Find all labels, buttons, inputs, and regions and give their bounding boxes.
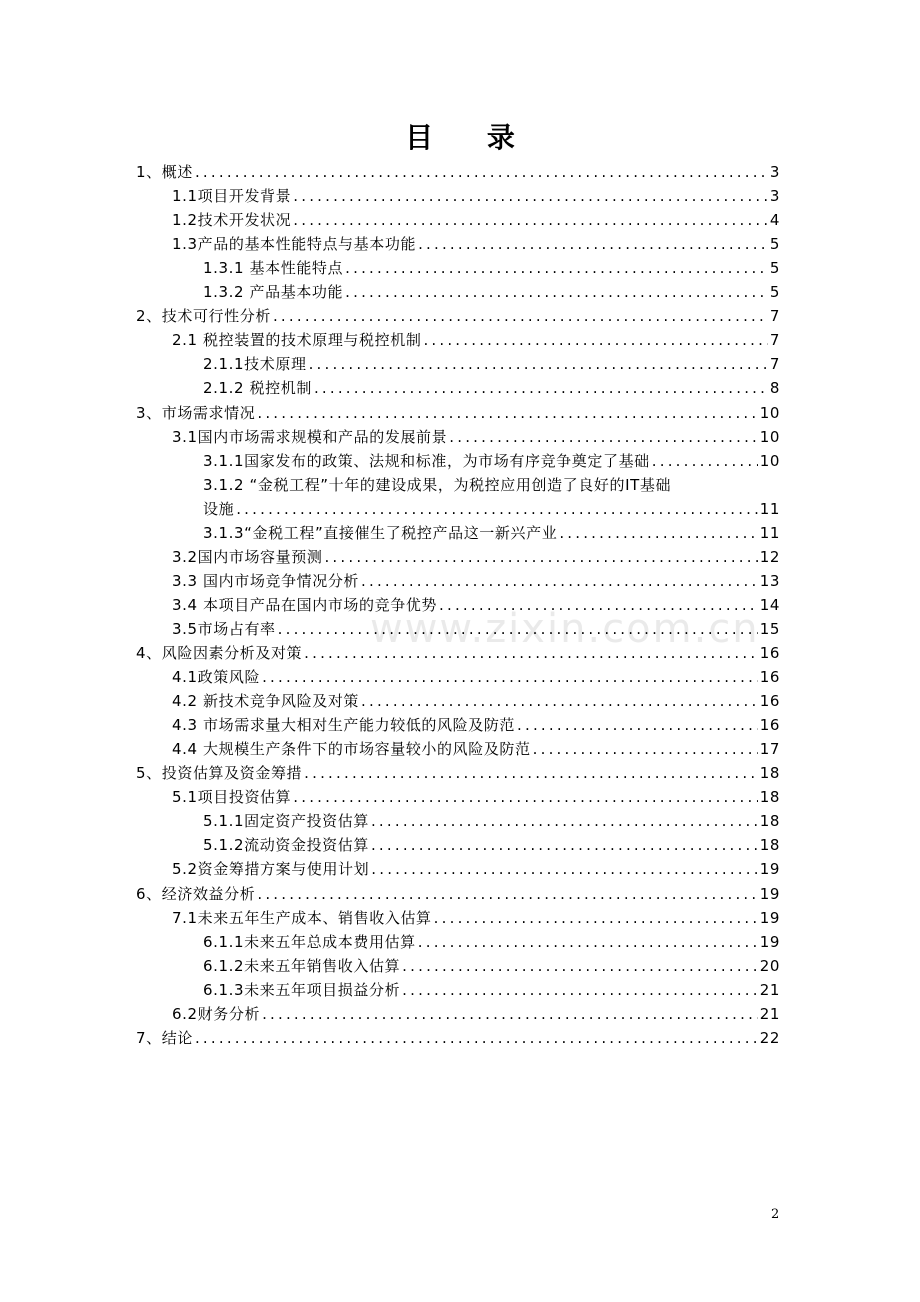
dot-leader [517,713,758,737]
toc-entry-text: 3.1.3“金税工程”直接催生了税控产品这一新兴产业 [203,523,558,542]
dot-leader [257,401,757,425]
toc-entry-page: 7 [769,331,780,350]
toc-entry-page: 18 [759,812,780,831]
toc-entry-page: 19 [759,908,780,927]
toc-entry[interactable] [172,425,780,449]
dot-leader [361,689,758,713]
toc-entry[interactable] [172,857,780,881]
toc-entry-page: 19 [759,860,780,879]
toc-entry-page: 13 [759,571,780,590]
toc-entry-text: 6、经济效益分析 [136,884,256,903]
dot-leader [449,425,757,449]
toc-entry[interactable] [172,906,780,930]
toc-entry-text: 3.2国内市场容量预测 [172,547,323,566]
page-number: 2 [771,1207,780,1222]
toc-entry[interactable] [203,256,780,280]
toc-entry-page: 15 [759,619,780,638]
toc-entry[interactable] [203,473,780,497]
toc-entry[interactable] [172,545,780,569]
toc-entry[interactable] [203,280,780,304]
dot-leader [262,665,758,689]
dot-leader [324,545,757,569]
toc-entry-text: 3.4 本项目产品在国内市场的竞争优势 [172,595,438,614]
toc-entry-page: 14 [759,595,780,614]
toc-entry[interactable] [203,449,780,473]
toc-entry[interactable] [136,401,780,425]
toc-entry-page: 7 [769,307,780,326]
toc-entry-page: 18 [759,764,780,783]
toc-entry-page: 18 [759,788,780,807]
toc-entry[interactable] [203,809,780,833]
toc-entry-text: 6.1.2未来五年销售收入估算 [203,956,401,975]
toc-entry[interactable] [172,232,780,256]
toc-entry-text: 4.4 大规模生产条件下的市场容量较小的风险及防范 [172,740,531,759]
toc-entry[interactable] [136,160,780,184]
toc-entry[interactable] [172,737,780,761]
toc-title: 目 录 [405,121,537,154]
toc-entry[interactable] [136,761,780,785]
toc-entry-text: 7.1未来五年生产成本、销售收入估算 [172,908,432,927]
dot-leader [293,785,757,809]
dot-leader [236,497,758,521]
toc-entry-text: 3.1国内市场需求规模和产品的发展前景 [172,427,448,446]
toc-entry-continuation[interactable] [203,497,780,521]
toc-entry[interactable] [136,304,780,328]
toc-entry-page: 12 [759,547,780,566]
toc-entry-page: 21 [759,980,780,999]
toc-entry-page: 21 [759,1004,780,1023]
dot-leader [257,882,757,906]
toc-entry-text: 4.1政策风险 [172,668,261,687]
toc-entry-text: 2、技术可行性分析 [136,307,271,326]
toc-entry-text: 1、概述 [136,163,193,181]
toc-entry-text: 3.1.1国家发布的政策、法规和标准，为市场有序竞争奠定了基础 [203,451,650,470]
toc-entry-page: 11 [759,523,780,542]
toc-entry-text: 3、市场需求情况 [136,403,256,422]
toc-entry-page: 19 [759,932,780,951]
toc-entry-text: 2.1.1技术原理 [203,355,307,374]
toc-entry[interactable] [172,665,780,689]
toc-entry-page: 7 [769,355,780,374]
toc-entry-page: 4 [769,211,780,230]
toc-entry-page: 16 [759,644,780,662]
toc-entry[interactable] [203,833,780,857]
toc-entry-page: 3 [769,163,780,181]
toc-entry-text: 4.2 新技术竞争风险及对策 [172,692,360,711]
toc-entry-text: 1.2技术开发状况 [172,211,292,230]
toc-entry[interactable] [172,208,780,232]
toc-entry-text: 6.1.1未来五年总成本费用估算 [203,932,416,951]
toc-entry[interactable] [172,328,780,352]
dot-leader [345,256,768,280]
toc-entry[interactable] [203,954,780,978]
toc-entry[interactable] [203,521,780,545]
dot-leader [418,930,758,954]
toc-entry-text: 3.5市场占有率 [172,619,276,638]
toc-entry-page: 11 [759,499,780,518]
toc-entry-page: 8 [769,379,780,398]
toc-entry[interactable] [136,641,780,665]
dot-leader [371,833,758,857]
toc-entry-page: 16 [759,692,780,711]
dot-leader [304,761,758,785]
dot-leader [402,954,758,978]
dot-leader [304,641,758,665]
toc-entry-page: 5 [769,235,780,254]
dot-leader [371,809,758,833]
dot-leader [434,906,758,930]
dot-leader [418,232,768,256]
toc-entry-page: 16 [759,716,780,735]
toc-entry[interactable] [172,617,780,641]
toc-entry[interactable] [172,713,780,737]
dot-leader [439,593,758,617]
toc-entry-text: 5、投资估算及资金筹措 [136,764,303,783]
dot-leader [195,1026,758,1050]
dot-leader [314,376,768,400]
toc-entry-text: 7、结论 [136,1028,193,1047]
toc-entry-text: 4、风险因素分析及对策 [136,644,303,662]
toc-entry-text: 5.2资金筹措方案与使用计划 [172,860,370,879]
toc-entry-text: 1.3产品的基本性能特点与基本功能 [172,235,417,254]
dot-leader [195,160,768,184]
toc-entry-page: 5 [769,283,780,302]
toc-entry-page: 19 [759,884,780,903]
dot-leader [293,184,768,208]
watermark: www.zixin.com.cn [370,606,760,652]
toc-entry[interactable] [203,352,780,376]
toc-entry[interactable] [172,689,780,713]
dot-leader [345,280,768,304]
toc-entry[interactable] [172,593,780,617]
dot-leader [273,304,768,328]
toc-entry-text: 4.3 市场需求量大相对生产能力较低的风险及防范 [172,716,516,735]
toc-entry-page: 5 [769,259,780,278]
toc-entry-text: 设施 [203,499,235,518]
toc-entry[interactable] [172,569,780,593]
toc-entry-text: 3.1.2 “金税工程”十年的建设成果，为税控应用创造了良好的IT基础 [203,475,672,494]
dot-leader [371,857,757,881]
toc-entry[interactable] [172,1002,780,1026]
toc-entry-page: 16 [759,668,780,687]
toc-entry-text: 5.1.1固定资产投资估算 [203,812,369,831]
toc-entry[interactable] [136,882,780,906]
dot-leader [361,569,758,593]
toc-entry[interactable] [203,930,780,954]
toc-entry-text: 2.1 税控装置的技术原理与税控机制 [172,331,422,350]
dot-leader [559,521,757,545]
dot-leader [262,1002,758,1026]
toc-entry-text: 5.1项目投资估算 [172,788,292,807]
toc-entry[interactable] [203,376,780,400]
toc-entry-text: 5.1.2流动资金投资估算 [203,836,369,855]
toc-entry-text: 6.1.3未来五年项目损益分析 [203,980,401,999]
toc-entry-text: 3.3 国内市场竞争情况分析 [172,571,360,590]
toc-entry-page: 17 [759,740,780,759]
toc-entry-page: 10 [759,427,780,446]
toc-entry-text: 1.3.1 基本性能特点 [203,259,344,278]
toc-entry-text: 1.1项目开发背景 [172,187,292,206]
toc-entry[interactable] [172,785,780,809]
toc-entry-text: 2.1.2 税控机制 [203,379,312,398]
dot-leader [402,978,758,1002]
toc-entry-page: 10 [759,451,780,470]
dot-leader [278,617,758,641]
toc-entry-page: 3 [769,187,780,206]
toc-entry-page: 20 [759,956,780,975]
dot-leader [652,449,758,473]
dot-leader [423,328,767,352]
toc-entry-page: 18 [759,836,780,855]
toc-entry-page: 10 [759,403,780,422]
toc-entry[interactable] [136,1026,780,1050]
toc-entry-text: 6.2财务分析 [172,1004,261,1023]
dot-leader [293,208,768,232]
toc-entry[interactable] [172,184,780,208]
toc-entry-text: 1.3.2 产品基本功能 [203,283,344,302]
dot-leader [533,737,758,761]
toc-entry[interactable] [203,978,780,1002]
toc-entry-page: 22 [759,1028,780,1047]
dot-leader [309,352,768,376]
